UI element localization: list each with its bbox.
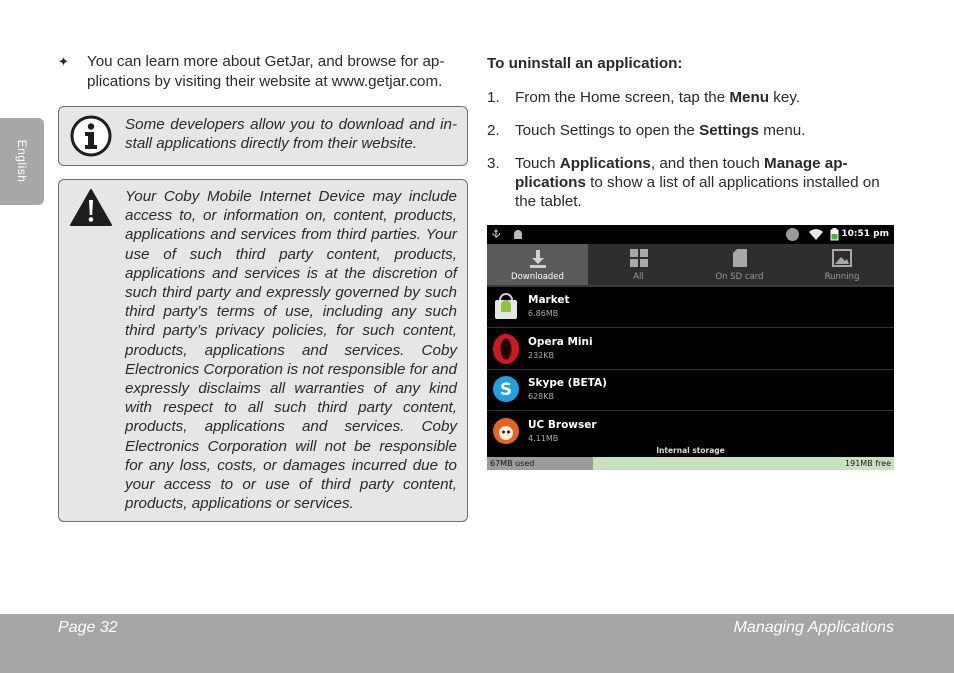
step-text: , and then touch <box>650 155 765 172</box>
app-name: Opera Mini <box>528 336 593 348</box>
app-tabs <box>487 244 894 285</box>
app-size: 628KB <box>528 392 555 401</box>
step-3 <box>487 154 897 211</box>
right-column <box>487 54 897 225</box>
step-text: Touch Settings to open the <box>515 122 700 139</box>
storage-free-label: 191MB free <box>845 459 891 468</box>
step-bold: Menu <box>729 89 770 106</box>
step-2 <box>487 121 897 140</box>
tab-label: Downloaded <box>511 272 564 282</box>
page-footer <box>0 614 954 673</box>
uninstall-steps <box>487 88 897 211</box>
tab-downloaded[interactable] <box>487 244 588 285</box>
step-bold: Settings <box>699 122 759 139</box>
app-name: Skype (BETA) <box>528 377 607 389</box>
section-title: Managing Applications <box>733 619 894 636</box>
manage-apps-screenshot <box>487 225 894 470</box>
step-text: menu. <box>759 122 806 139</box>
tab-label: All <box>633 272 644 282</box>
language-tab-label: English <box>15 139 29 183</box>
sd-card-icon <box>733 249 747 267</box>
app-size: 6.86MB <box>528 309 559 318</box>
step-bold: Manage ap-plications <box>515 155 848 191</box>
storage-used-label: 67MB used <box>490 459 535 468</box>
picture-icon <box>832 249 852 267</box>
svg-text:S: S <box>499 380 513 400</box>
step-text: key. <box>769 89 801 106</box>
tab-on-sd-card[interactable] <box>689 244 790 285</box>
tab-running[interactable] <box>790 244 894 285</box>
status-bar <box>487 225 894 244</box>
step-number: 1. <box>487 89 500 106</box>
market-icon <box>491 291 521 321</box>
storage-bar <box>487 457 894 470</box>
tab-label: Running <box>824 272 860 282</box>
info-icon <box>70 115 112 157</box>
page-number: Page 32 <box>58 619 118 636</box>
app-name: UC Browser <box>528 419 597 431</box>
warning-text: Your Coby Mobile Internet Device may include access to, or information on, content, products, applications and services from third parties. Your use of such third party content, products, applications and services is at the discretion of such third party and expressly governed by such third party’s terms of use, including any such third party’s privacy policies, for such content, products, applications and services. Coby Electronics Corporation is not responsible for and expressly disclaims all warranties of any kind with respect to all such third party content, products, applications and services. Coby Electronics Corporation will not be responsible for any loss, costs, or damages incurred due to your access to or use of third party content, products, applications or services. <box>125 188 457 513</box>
skype-icon <box>491 374 521 404</box>
warning-icon <box>69 188 113 228</box>
app-size: 4.11MB <box>528 434 559 443</box>
uninstall-heading: To uninstall an application: <box>487 55 683 72</box>
app-row-skype[interactable] <box>487 369 894 411</box>
getjar-bullet <box>58 52 468 92</box>
bullet-star-icon: ✦ <box>58 54 69 69</box>
opera-icon <box>491 333 521 365</box>
battery-icon <box>830 228 839 241</box>
app-name: Market <box>528 294 570 306</box>
language-tab <box>0 118 44 205</box>
app-row-opera-mini[interactable] <box>487 328 894 370</box>
tab-all[interactable] <box>588 244 689 285</box>
uc-browser-icon <box>491 416 521 446</box>
left-column <box>58 52 468 92</box>
usb-icon <box>491 229 501 240</box>
step-1 <box>487 88 897 107</box>
step-text: From the Home screen, tap the <box>515 89 730 106</box>
status-time: 10:51 pm <box>841 229 889 239</box>
warning-box <box>58 179 468 522</box>
step-text: Touch <box>515 155 560 172</box>
bullet-text: You can learn more about GetJar, and browse for ap-plications by visiting their website at www.getjar.com. <box>87 53 445 90</box>
globe-icon <box>785 227 800 242</box>
note-text: Some developers allow you to download and in-stall applications directly from their website. <box>125 116 457 153</box>
wifi-icon <box>809 229 823 240</box>
storage-title: Internal storage <box>656 446 725 455</box>
step-bold: Applications <box>559 155 651 172</box>
app-size: 232KB <box>528 351 555 360</box>
android-debug-icon <box>512 229 524 240</box>
note-box <box>58 106 468 166</box>
app-row-uc-browser[interactable] <box>487 411 894 447</box>
step-number: 3. <box>487 155 500 172</box>
grid-icon <box>630 249 648 267</box>
step-text: to show a list of all applications installed on the tablet. <box>515 174 880 210</box>
app-row-market[interactable] <box>487 286 894 328</box>
download-icon <box>529 249 547 269</box>
tab-label: On SD card <box>715 272 764 282</box>
step-number: 2. <box>487 122 500 139</box>
